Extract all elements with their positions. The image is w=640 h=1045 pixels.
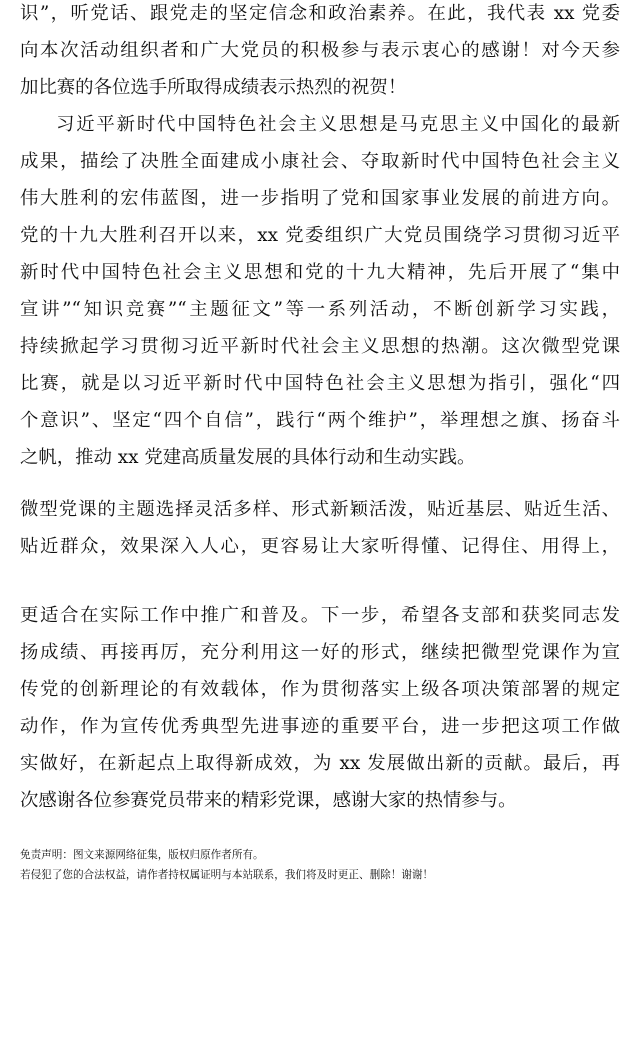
disclaimer-line: 若侵犯了您的合法权益，请作者持权属证明与本站联系，我们将及时更正、删除！谢谢！ — [20, 869, 434, 881]
paragraph-line: 党的十九大胜利召开以来，xx 党委组织广大党员围绕学习贯彻习近平 — [20, 225, 620, 246]
paragraph-line: 伟大胜利的宏伟蓝图，进一步指明了党和国家事业发展的前进方向。 — [20, 188, 620, 209]
paragraph-line: 实做好，在新起点上取得新成效，为 xx 发展做出新的贡献。最后，再 — [20, 753, 620, 774]
paragraph-line: 持续掀起学习贯彻习近平新时代社会主义思想的热潮。这次微型党课 — [20, 336, 620, 357]
paragraph-line: 动作，作为宣传优秀典型先进事迹的重要平台，进一步把这项工作做 — [20, 716, 620, 737]
paragraph-line: 比赛，就是以习近平新时代中国特色社会主义思想为指引，强化“四 — [20, 373, 620, 394]
paragraph-line: 扬成绩、再接再厉，充分利用这一好的形式，继续把微型党课作为宣 — [20, 642, 620, 663]
paragraph-line: 习近平新时代中国特色社会主义思想是马克思主义中国化的最新 — [56, 114, 620, 135]
paragraph-line: 成果，描绘了决胜全面建成小康社会、夺取新时代中国特色社会主义 — [20, 151, 620, 172]
paragraph-line: 识”，听党话、跟党走的坚定信念和政治素养。在此，我代表 xx 党委 — [20, 3, 620, 24]
paragraph-line: 宣讲”“知识竞赛”“主题征文”等一系列活动，不断创新学习实践， — [20, 299, 620, 320]
paragraph-line: 新时代中国特色社会主义思想和党的十九大精神，先后开展了“集中 — [20, 262, 620, 283]
paragraph-line: 更适合在实际工作中推广和普及。下一步，希望各支部和获奖同志发 — [20, 605, 620, 626]
paragraph-line: 向本次活动组织者和广大党员的积极参与表示衷心的感谢！对今天参 — [20, 40, 620, 61]
paragraph-line: 加比赛的各位选手所取得成绩表示热烈的祝贺！ — [20, 77, 407, 98]
paragraph-line: 贴近群众，效果深入人心，更容易让大家听得懂、记得住、用得上， — [20, 536, 620, 557]
paragraph-line: 之帆，推动 xx 党建高质量发展的具体行动和生动实践。 — [20, 447, 476, 468]
paragraph-line: 个意识”、坚定“四个自信”，践行“两个维护”，举理想之旗、扬奋斗 — [20, 410, 620, 431]
disclaimer-line: 免责声明：图文来源网络征集，版权归原作者所有。 — [20, 849, 264, 861]
paragraph-line: 次感谢各位参赛党员带来的精彩党课，感谢大家的热情参与。 — [20, 790, 517, 811]
paragraph-line: 传党的创新理论的有效载体，作为贯彻落实上级各项决策部署的规定 — [20, 679, 620, 700]
paragraph-line: 微型党课的主题选择灵活多样、形式新颖活泼，贴近基层、贴近生活、 — [20, 499, 620, 520]
